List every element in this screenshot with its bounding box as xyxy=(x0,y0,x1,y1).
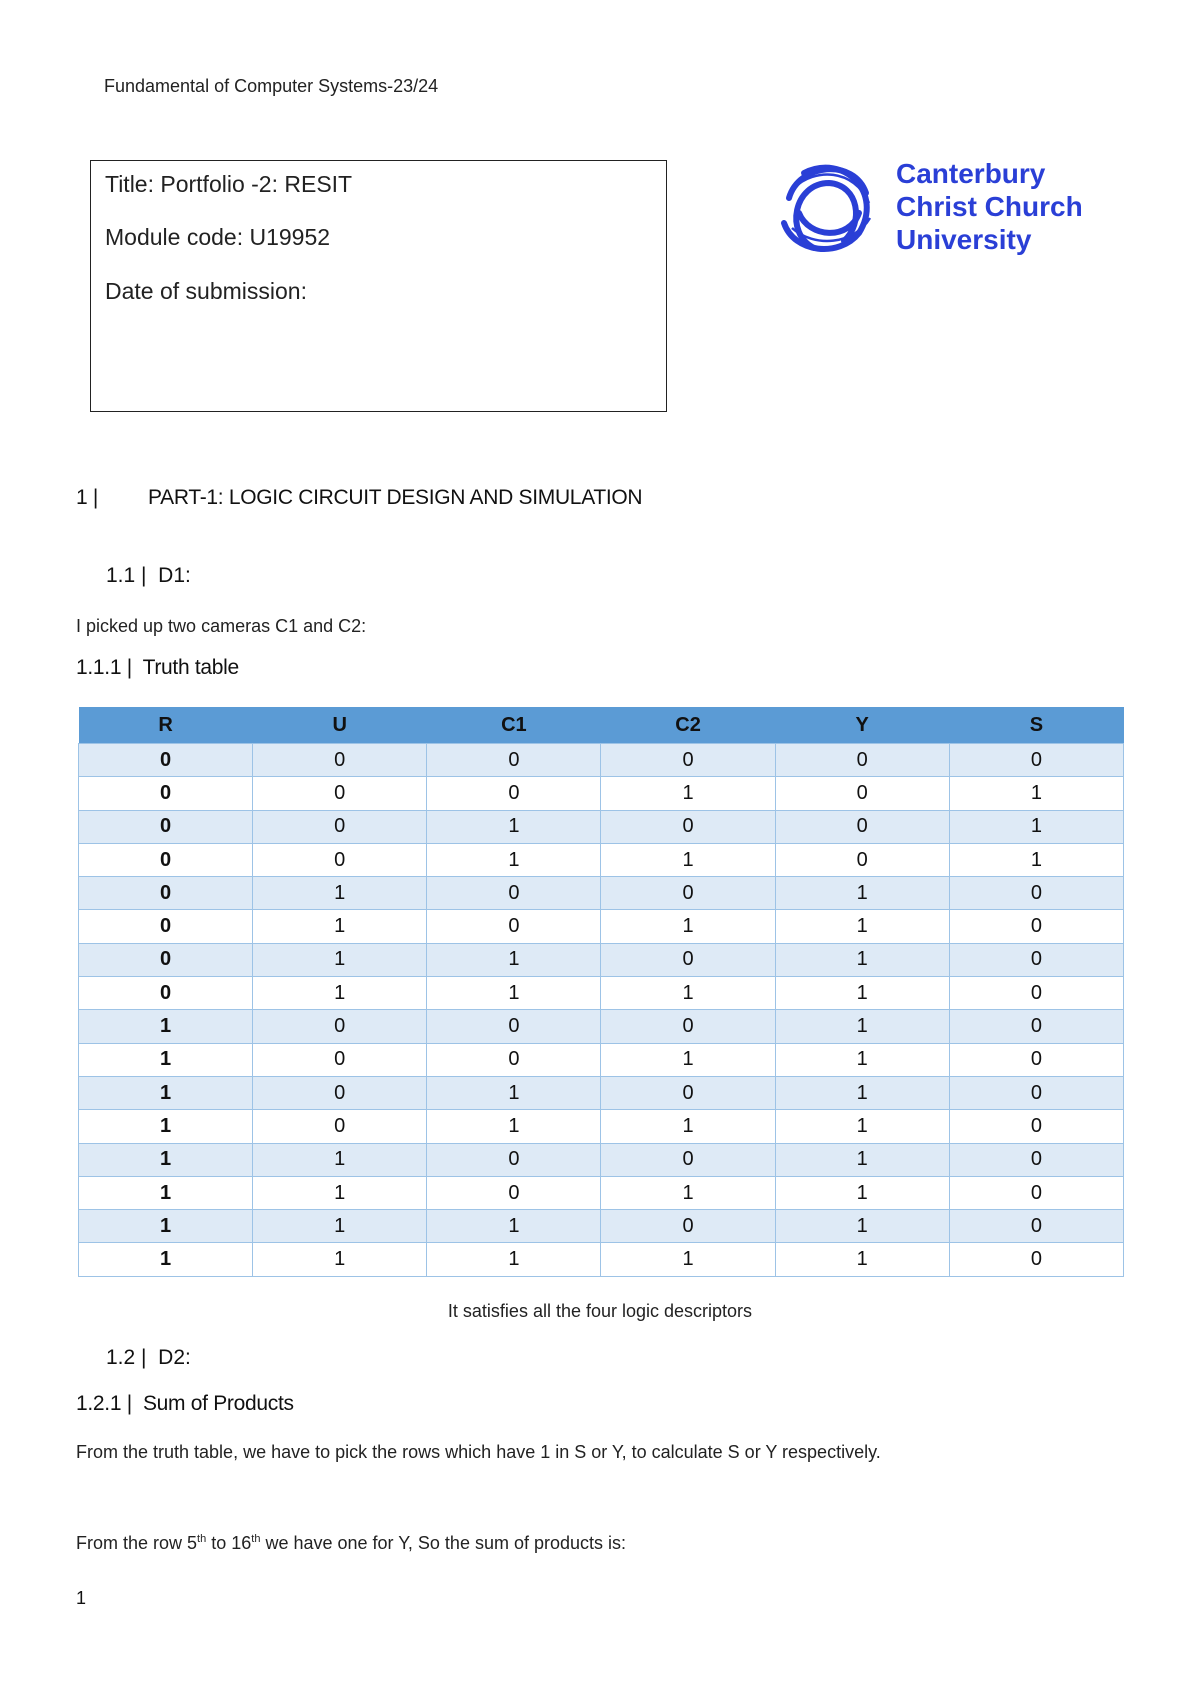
table-caption: It satisfies all the four logic descriptors xyxy=(447,1301,753,1321)
table-cell: 0 xyxy=(601,1076,775,1109)
submission-date: Date of submission: xyxy=(105,278,307,304)
section-1-heading xyxy=(76,486,642,510)
table-cell: 0 xyxy=(79,744,253,777)
column-header-r: R xyxy=(79,707,253,744)
table-cell: 0 xyxy=(427,1176,601,1209)
rows-text-sup-2: th xyxy=(251,1533,261,1545)
table-cell: 0 xyxy=(949,943,1123,976)
module-code: Module code: U19952 xyxy=(105,224,331,250)
table-cell: 1 xyxy=(253,943,427,976)
table-cell: 0 xyxy=(427,877,601,910)
table-cell: 0 xyxy=(427,1143,601,1176)
table-cell: 0 xyxy=(253,1076,427,1109)
column-header-s: S xyxy=(949,707,1123,744)
table-cell: 1 xyxy=(79,1076,253,1109)
table-cell: 0 xyxy=(949,1110,1123,1143)
table-cell: 1 xyxy=(775,910,949,943)
table-cell: 1 xyxy=(775,1210,949,1243)
table-cell: 0 xyxy=(949,744,1123,777)
university-logo xyxy=(774,153,1124,263)
section-1-1-1-heading: 1.1.1 | Truth table xyxy=(76,656,239,679)
table-row xyxy=(79,777,1124,810)
table-cell: 1 xyxy=(601,910,775,943)
table-cell: 1 xyxy=(79,1043,253,1076)
table-cell: 1 xyxy=(427,977,601,1010)
table-cell: 1 xyxy=(775,943,949,976)
table-cell: 1 xyxy=(775,1143,949,1176)
table-cell: 0 xyxy=(427,1043,601,1076)
rows-text-part-a: From the row 5 xyxy=(76,1533,198,1553)
table-row xyxy=(79,943,1124,976)
table-cell: 0 xyxy=(949,877,1123,910)
table-cell: 0 xyxy=(949,1010,1123,1043)
table-row xyxy=(79,910,1124,943)
table-cell: 0 xyxy=(427,777,601,810)
logo-line-1: Canterbury xyxy=(896,158,1046,189)
table-cell: 1 xyxy=(601,1176,775,1209)
table-cell: 1 xyxy=(775,977,949,1010)
table-cell: 1 xyxy=(427,1210,601,1243)
table-cell: 0 xyxy=(601,877,775,910)
table-cell: 0 xyxy=(601,1143,775,1176)
sum-of-products-intro: From the truth table, we have to pick the rows which have 1 in S or Y, to calculate S or Y respectively. xyxy=(76,1442,881,1462)
table-cell: 0 xyxy=(775,843,949,876)
section-1-title: PART-1: LOGIC CIRCUIT DESIGN AND SIMULATION xyxy=(148,486,643,509)
table-cell: 0 xyxy=(79,777,253,810)
table-row xyxy=(79,810,1124,843)
table-cell: 0 xyxy=(79,977,253,1010)
table-cell: 0 xyxy=(775,744,949,777)
table-cell: 1 xyxy=(253,977,427,1010)
table-cell: 0 xyxy=(79,877,253,910)
table-cell: 1 xyxy=(427,1076,601,1109)
table-cell: 0 xyxy=(601,943,775,976)
table-cell: 0 xyxy=(601,810,775,843)
section-1-2-1-heading: 1.2.1 | Sum of Products xyxy=(76,1392,294,1415)
running-header: Fundamental of Computer Systems-23/24 xyxy=(104,76,439,96)
table-cell: 0 xyxy=(253,777,427,810)
truth-table xyxy=(78,707,1124,1277)
table-cell: 1 xyxy=(253,1143,427,1176)
table-cell: 1 xyxy=(253,910,427,943)
table-cell: 1 xyxy=(775,1243,949,1276)
table-cell: 1 xyxy=(253,1210,427,1243)
table-cell: 1 xyxy=(427,1243,601,1276)
table-row xyxy=(79,1176,1124,1209)
table-cell: 1 xyxy=(601,1110,775,1143)
column-header-y: Y xyxy=(775,707,949,744)
rows-text-sup-1: th xyxy=(197,1533,207,1545)
table-cell: 1 xyxy=(775,1110,949,1143)
table-row xyxy=(79,843,1124,876)
table-cell: 0 xyxy=(79,910,253,943)
table-cell: 1 xyxy=(79,1243,253,1276)
table-row xyxy=(79,1043,1124,1076)
table-cell: 0 xyxy=(427,744,601,777)
table-cell: 0 xyxy=(949,1210,1123,1243)
table-cell: 1 xyxy=(949,843,1123,876)
table-cell: 1 xyxy=(601,977,775,1010)
table-cell: 0 xyxy=(79,810,253,843)
table-row xyxy=(79,977,1124,1010)
table-cell: 0 xyxy=(601,744,775,777)
table-cell: 0 xyxy=(775,777,949,810)
table-cell: 1 xyxy=(775,1076,949,1109)
table-row xyxy=(79,744,1124,777)
table-cell: 1 xyxy=(601,843,775,876)
table-cell: 1 xyxy=(427,1110,601,1143)
column-header-c2: C2 xyxy=(601,707,775,744)
table-row xyxy=(79,1210,1124,1243)
table-cell: 0 xyxy=(427,1010,601,1043)
truth-table-header-row xyxy=(79,707,1124,744)
table-cell: 1 xyxy=(775,877,949,910)
table-cell: 0 xyxy=(949,1243,1123,1276)
table-cell: 0 xyxy=(253,843,427,876)
table-cell: 0 xyxy=(949,1143,1123,1176)
section-1-2-heading: 1.2 | D2: xyxy=(106,1346,191,1369)
table-row xyxy=(79,877,1124,910)
table-cell: 1 xyxy=(949,810,1123,843)
section-1-1-heading: 1.1 | D1: xyxy=(106,564,191,587)
table-cell: 1 xyxy=(601,1043,775,1076)
table-cell: 0 xyxy=(949,1076,1123,1109)
table-cell: 1 xyxy=(253,1176,427,1209)
section-1-number: 1 | xyxy=(76,486,99,509)
table-cell: 0 xyxy=(949,977,1123,1010)
table-cell: 0 xyxy=(949,1176,1123,1209)
table-cell: 0 xyxy=(601,1210,775,1243)
table-cell: 0 xyxy=(253,1010,427,1043)
table-cell: 0 xyxy=(253,744,427,777)
table-cell: 1 xyxy=(601,777,775,810)
table-cell: 1 xyxy=(775,1043,949,1076)
table-cell: 1 xyxy=(775,1010,949,1043)
table-cell: 0 xyxy=(79,843,253,876)
rows-text-part-c: we have one for Y, So the sum of products is: xyxy=(260,1533,627,1553)
table-row xyxy=(79,1076,1124,1109)
table-row xyxy=(79,1110,1124,1143)
table-cell: 0 xyxy=(253,1110,427,1143)
table-row xyxy=(79,1143,1124,1176)
table-cell: 1 xyxy=(601,1243,775,1276)
table-cell: 0 xyxy=(601,1010,775,1043)
table-cell: 1 xyxy=(253,877,427,910)
document-title: Title: Portfolio -2: RESIT xyxy=(105,171,353,197)
table-cell: 1 xyxy=(427,943,601,976)
column-header-u: U xyxy=(253,707,427,744)
table-cell: 0 xyxy=(253,810,427,843)
table-row xyxy=(79,1243,1124,1276)
table-cell: 0 xyxy=(949,1043,1123,1076)
table-cell: 0 xyxy=(775,810,949,843)
table-cell: 1 xyxy=(253,1243,427,1276)
table-cell: 0 xyxy=(949,910,1123,943)
section-1-1-text: I picked up two cameras C1 and C2: xyxy=(76,616,367,636)
table-cell: 1 xyxy=(79,1110,253,1143)
table-cell: 0 xyxy=(253,1043,427,1076)
sum-of-products-rows-text xyxy=(76,1533,626,1554)
university-logo-mark-icon xyxy=(774,153,884,263)
table-cell: 1 xyxy=(79,1143,253,1176)
table-cell: 1 xyxy=(79,1176,253,1209)
table-cell: 1 xyxy=(949,777,1123,810)
table-cell: 1 xyxy=(79,1210,253,1243)
table-row xyxy=(79,1010,1124,1043)
table-cell: 1 xyxy=(427,810,601,843)
title-box xyxy=(90,160,667,412)
table-cell: 1 xyxy=(427,843,601,876)
rows-text-part-b: to 16 xyxy=(206,1533,252,1553)
column-header-c1: C1 xyxy=(427,707,601,744)
table-cell: 0 xyxy=(427,910,601,943)
page-number: 1 xyxy=(76,1588,87,1608)
table-cell: 0 xyxy=(79,943,253,976)
table-cell: 1 xyxy=(775,1176,949,1209)
logo-line-2: Christ Church xyxy=(896,191,1083,222)
table-cell: 1 xyxy=(79,1010,253,1043)
logo-line-3: University xyxy=(896,224,1032,255)
